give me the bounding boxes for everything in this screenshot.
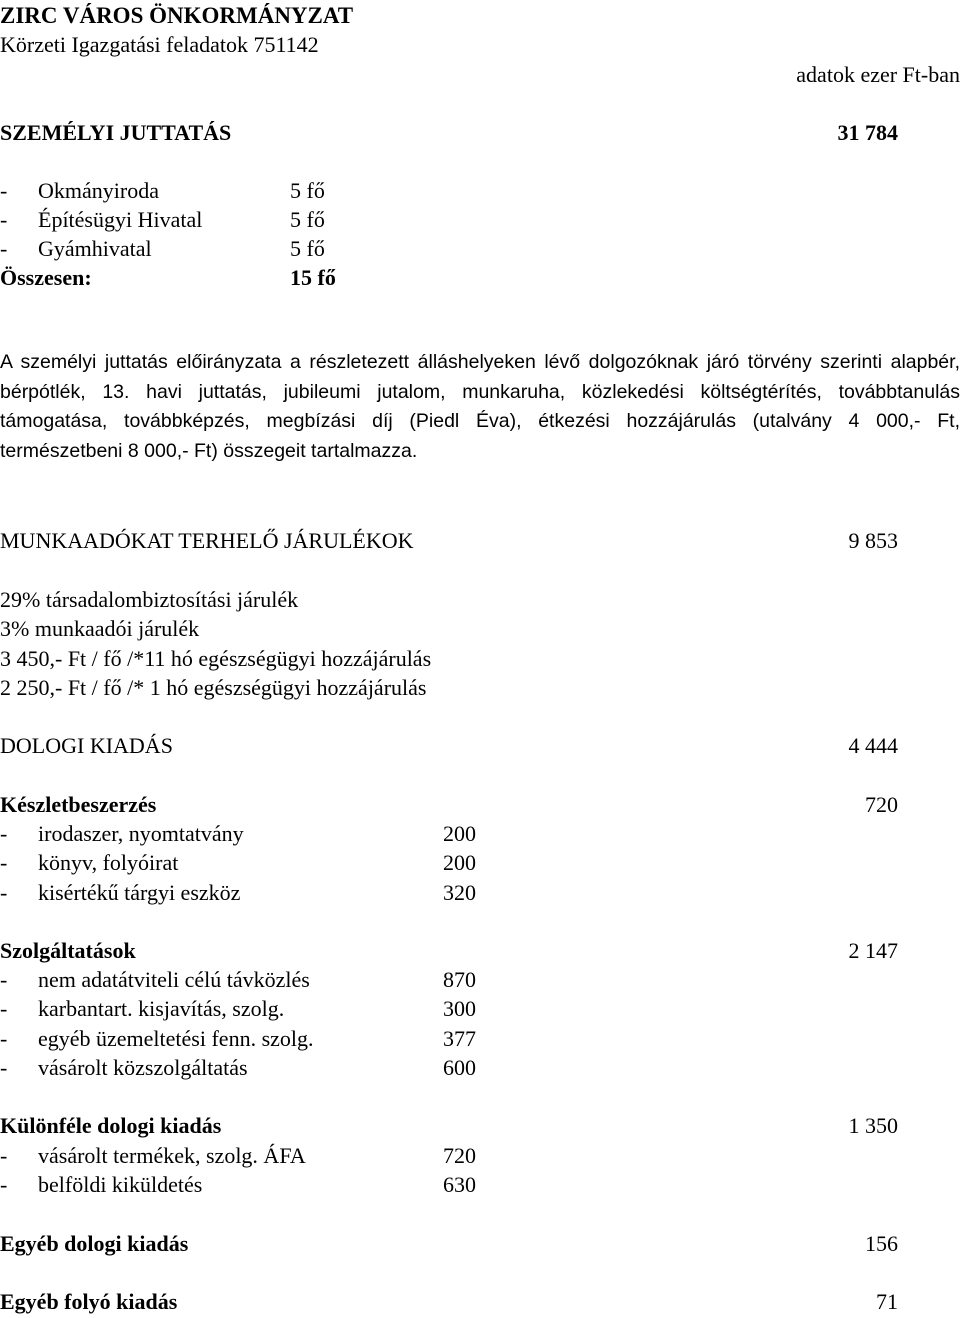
contribution-line: 3 450,- Ft / fő /*11 hó egészségügyi hozzájárulás <box>0 646 432 671</box>
subsection-title-current: Egyéb folyó kiadás <box>0 1289 178 1314</box>
section-title-material: DOLOGI KIADÁS <box>0 733 173 758</box>
line-item-value: 200 <box>443 821 476 846</box>
staff-unit-name: Gyámhivatal <box>38 236 152 261</box>
subsection-amount-other: 156 <box>865 1231 898 1256</box>
line-item-name: irodaszer, nyomtatvány <box>38 821 244 846</box>
list-dash: - <box>0 996 8 1021</box>
document-subtitle: Körzeti Igazgatási feladatok 751142 <box>0 32 319 57</box>
list-dash: - <box>0 1172 8 1197</box>
subsection-title-misc: Különféle dologi kiadás <box>0 1113 222 1138</box>
staff-unit-name: Építésügyi Hivatal <box>38 207 203 232</box>
list-dash: - <box>0 821 8 846</box>
staff-unit-name: Okmányiroda <box>38 178 159 203</box>
line-item-name: nem adatátviteli célú távközlés <box>38 967 310 992</box>
line-item-name: karbantart. kisjavítás, szolg. <box>38 996 285 1021</box>
list-dash: - <box>0 880 8 905</box>
subsection-title-other: Egyéb dologi kiadás <box>0 1231 189 1256</box>
subsection-amount-misc: 1 350 <box>848 1113 898 1138</box>
subsection-title-supplies: Készletbeszerzés <box>0 792 157 817</box>
contribution-line: 3% munkaadói járulék <box>0 616 200 641</box>
subsection-amount-services: 2 147 <box>848 938 898 963</box>
list-dash: - <box>0 1026 8 1051</box>
line-item-value: 600 <box>443 1055 476 1080</box>
list-dash: - <box>0 1055 8 1080</box>
line-item-value: 630 <box>443 1172 476 1197</box>
section-amount-contributions: 9 853 <box>848 528 898 553</box>
line-item-name: kisértékű tárgyi eszköz <box>38 880 241 905</box>
subsection-amount-supplies: 720 <box>865 792 898 817</box>
contribution-line: 29% társadalombiztosítási járulék <box>0 587 299 612</box>
list-dash: - <box>0 178 8 203</box>
line-item-value: 870 <box>443 967 476 992</box>
line-item-value: 200 <box>443 850 476 875</box>
line-item-name: könyv, folyóirat <box>38 850 179 875</box>
line-item-name: belföldi kiküldetés <box>38 1172 203 1197</box>
staff-total-label: Összesen: <box>0 265 92 290</box>
contribution-line: 2 250,- Ft / fő /* 1 hó egészségügyi hozzájárulás <box>0 675 427 700</box>
staff-total-count: 15 fő <box>290 265 336 290</box>
list-dash: - <box>0 850 8 875</box>
list-dash: - <box>0 1143 8 1168</box>
list-dash: - <box>0 207 8 232</box>
section-amount-personal: 31 784 <box>837 120 898 145</box>
staff-count: 5 fő <box>290 236 325 261</box>
line-item-value: 300 <box>443 996 476 1021</box>
line-item-value: 320 <box>443 880 476 905</box>
list-dash: - <box>0 236 8 261</box>
unit-note: adatok ezer Ft-ban <box>796 62 960 87</box>
section-title-personal: SZEMÉLYI JUTTATÁS <box>0 120 232 145</box>
line-item-name: egyéb üzemeltetési fenn. szolg. <box>38 1026 314 1051</box>
line-item-name: vásárolt termékek, szolg. ÁFA <box>38 1143 306 1168</box>
list-dash: - <box>0 967 8 992</box>
organization-name: ZIRC VÁROS ÖNKORMÁNYZAT <box>0 3 354 28</box>
section-amount-material: 4 444 <box>848 733 898 758</box>
line-item-value: 720 <box>443 1143 476 1168</box>
subsection-amount-current: 71 <box>876 1289 898 1314</box>
line-item-name: vásárolt közszolgáltatás <box>38 1055 248 1080</box>
staff-count: 5 fő <box>290 178 325 203</box>
section-title-contributions: MUNKAADÓKAT TERHELŐ JÁRULÉKOK <box>0 528 414 553</box>
line-item-value: 377 <box>443 1026 476 1051</box>
staff-count: 5 fő <box>290 207 325 232</box>
personal-description: A személyi juttatás előirányzata a részletezett álláshelyeken lévő dolgozóknak járó törvény szerinti alapbér, bérpótlék, 13. havi juttatás, jubileumi jutalom, munkaruha, közlekedési költségtérítés, továbbtanulás támogatása, továbbképzés, megbízási díj (Piedl Éva), étkezési hozzájárulás (utalvány 4 000,- Ft, természetbeni 8 000,- Ft) összegeit tartalmazza. <box>0 351 960 462</box>
subsection-title-services: Szolgáltatások <box>0 938 136 963</box>
